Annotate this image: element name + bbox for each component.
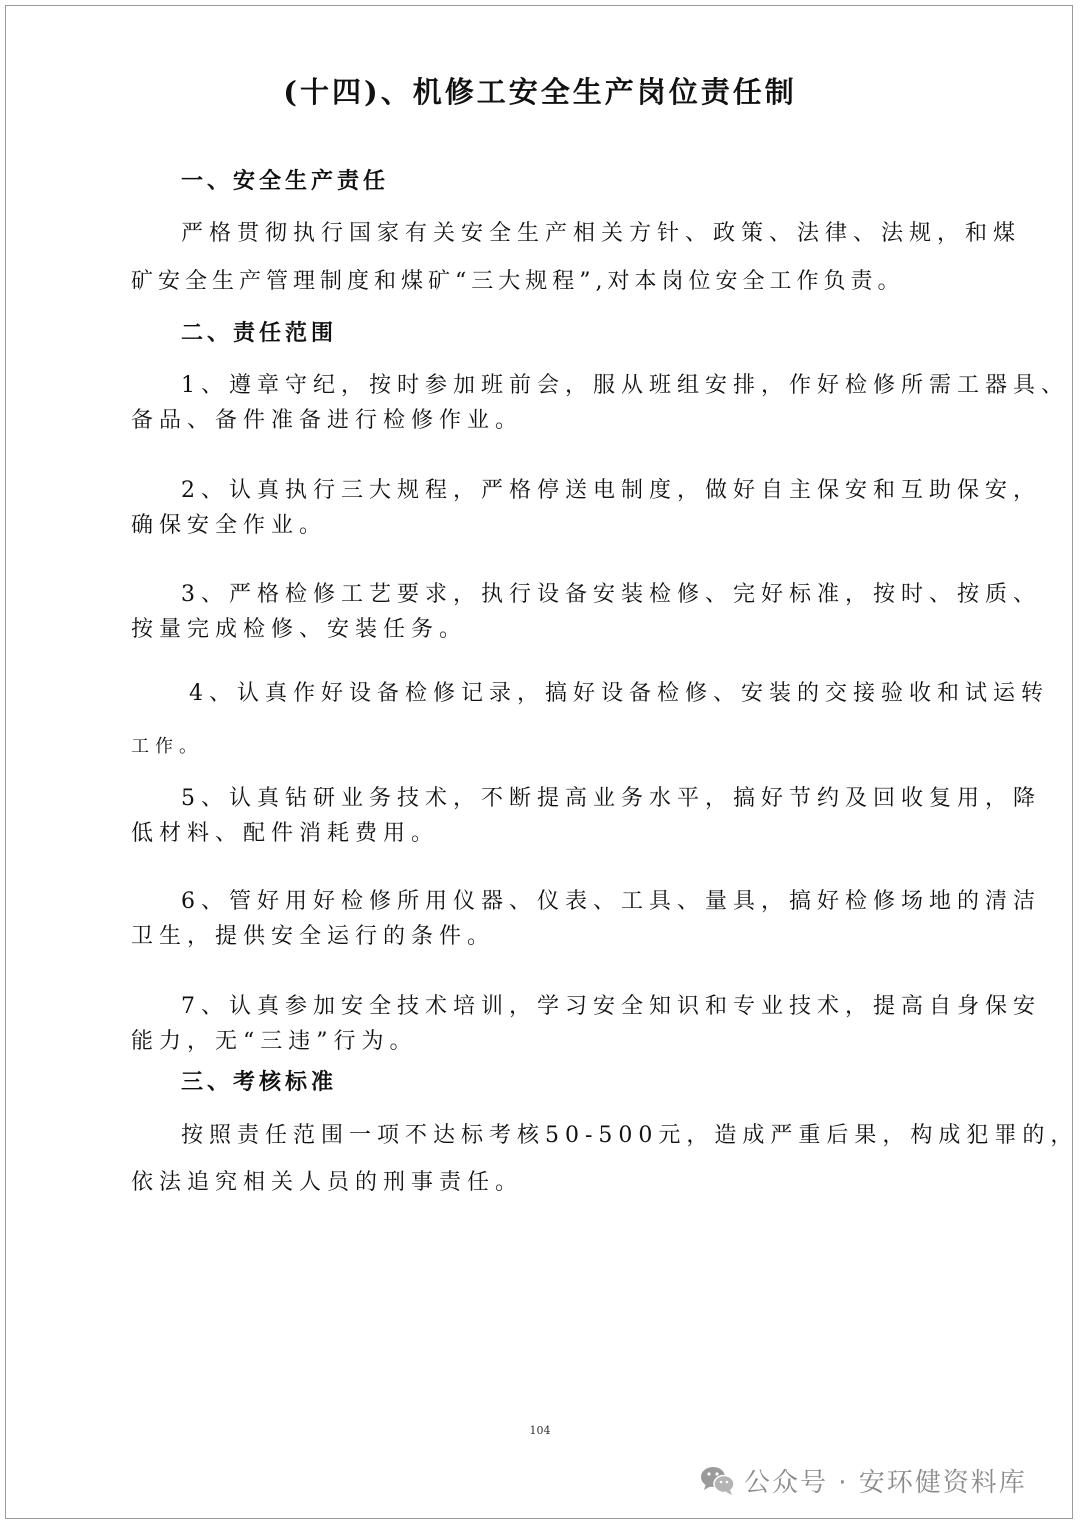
section-heading-1: 一、安全生产责任 <box>181 168 390 194</box>
list-item-6-line-1: 6、管好用好检修所用仪器、仪表、工具、量具，搞好检修场地的清洁 <box>181 889 1041 914</box>
list-item-3-line-1: 3、严格检修工艺要求，执行设备安装检修、完好标准，按时、按质、 <box>181 582 1041 607</box>
page-number: 104 <box>529 1424 551 1437</box>
list-item-1-line-2: 备品、备件准备进行检修作业。 <box>131 408 524 433</box>
list-item-4-line-1: 4、认真作好设备检修记录，搞好设备检修、安装的交接验收和试运转 <box>189 681 1049 706</box>
list-item-7-line-1: 7、认真参加安全技术培训，学习安全知识和专业技术，提高自身保安 <box>181 994 1041 1019</box>
wechat-icon <box>700 1465 736 1497</box>
section-heading-2: 二、责任范围 <box>181 320 338 346</box>
watermark-text: 公众号 · 安环健资料库 <box>744 1468 1027 1498</box>
list-item-3-line-2: 按量完成检修、安装任务。 <box>131 617 468 642</box>
list-item-4-line-2: 工作。 <box>131 736 203 757</box>
paragraph-line: 按照责任范围一项不达标考核50-500元，造成严重后果，构成犯罪的， <box>181 1123 1079 1148</box>
list-item-5-line-2: 低材料、配件消耗费用。 <box>131 821 440 846</box>
list-item-6-line-2: 卫生，提供安全运行的条件。 <box>131 924 496 949</box>
list-item-2-line-2: 确保安全作业。 <box>131 513 328 538</box>
list-item-2-line-1: 2、认真执行三大规程，严格停送电制度，做好自主保安和互助保安， <box>181 478 1041 503</box>
section-heading-3: 三、考核标准 <box>181 1069 338 1095</box>
list-item-1-line-1: 1、遵章守纪，按时参加班前会，服从班组安排，作好检修所需工器具、 <box>181 373 1069 398</box>
paragraph-line: 矿安全生产管理制度和煤矿“三大规程”,对本岗位安全工作负责。 <box>131 269 905 294</box>
paragraph-line: 依法追究相关人员的刑事责任。 <box>131 1170 524 1195</box>
paragraph-line: 严格贯彻执行国家有关安全生产相关方针、政策、法律、法规，和煤 <box>181 221 1022 246</box>
watermark <box>700 1462 1027 1499</box>
list-item-5-line-1: 5、认真钻研业务技术，不断提高业务水平，搞好节约及回收复用，降 <box>181 786 1041 811</box>
document-title: (十四)、机修工安全生产岗位责任制 <box>283 75 797 109</box>
list-item-7-line-2: 能力，无“三违”行为。 <box>131 1029 418 1054</box>
